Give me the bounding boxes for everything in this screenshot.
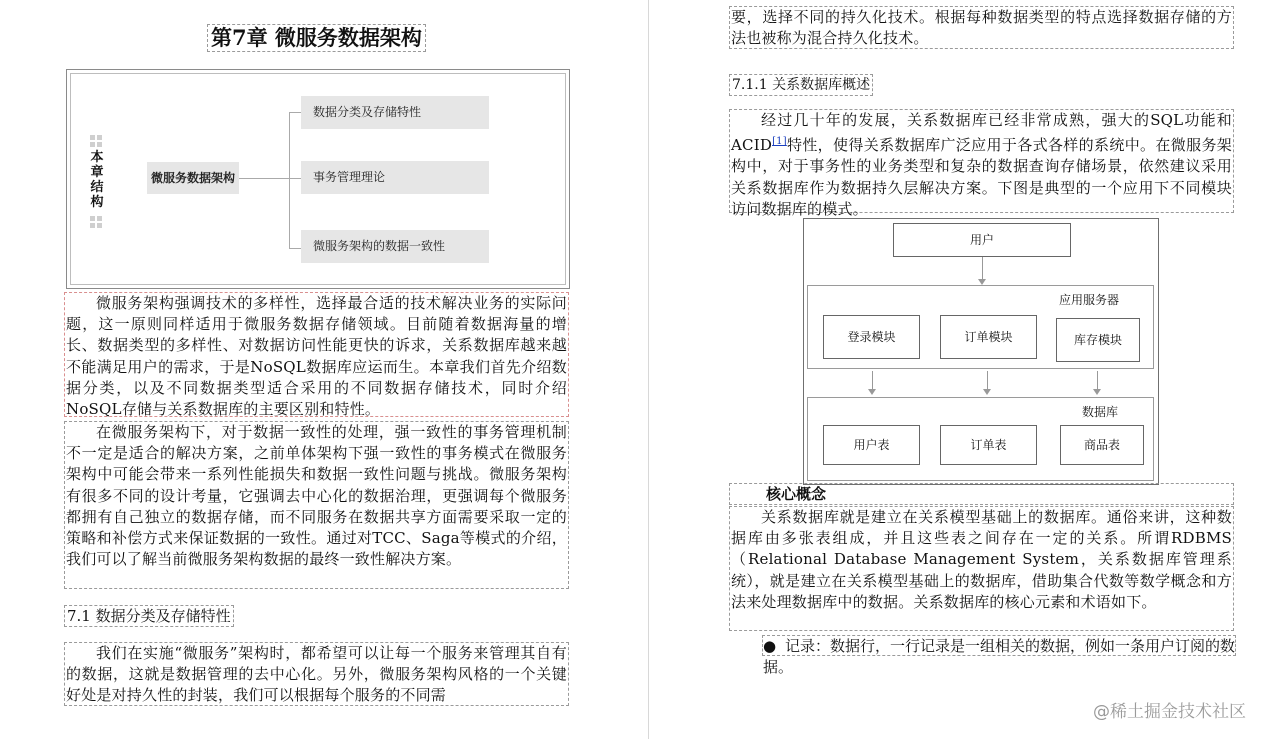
core-concept-heading: 核心概念	[729, 483, 1234, 505]
inventory-module: 库存模块	[1056, 318, 1140, 362]
structure-branch-2: 事务管理理论	[301, 161, 489, 194]
bullet-icon: ●	[763, 637, 777, 655]
section-paragraph: 我们在实施“微服务”架构时，都希望可以让每一个服务来管理其自有的数据，这就是数据管理的去中心化。另外，微服务架构风格的一个关键好处是对持久性的封装，我们可以根据每个服务的不同需	[66, 644, 567, 705]
database-label: 数据库	[1082, 405, 1119, 419]
intro-paragraph-1: 微服务架构强调技术的多样性，选择最合适的技术解决业务的实际问题，这一原则同样适用于微服务数据存储领域。目前随着数据海量的增长、数据类型的多样性、对数据访问性能更快的诉求，关系数据库越来越不能满足用户的需求，于是NoSQL数据库应运而生。本章我们首先介绍数据分类，以及不同数据类型适合采用的不同数据存储技术，同时介绍NoSQL存储与关系数据库的主要区别和特性。	[66, 294, 567, 419]
bullet-record: ● 记录：数据行，一行记录是一组相关的数据，例如一条用户订阅的数据。	[763, 637, 1236, 676]
footnote-link[interactable]: [1]	[772, 136, 787, 148]
user-node: 用户	[893, 223, 1071, 257]
chapter-title: 第7章 微服务数据架构	[207, 24, 426, 52]
structure-root-node: 微服务数据架构	[147, 162, 239, 194]
subsection-heading: 7.1.1 关系数据库概述	[729, 74, 873, 96]
core-concept-paragraph: 关系数据库就是建立在关系模型基础上的数据库。通俗来讲，这种数据库由多张表组成，并且这些表之间存在一定的关系。所谓RDBMS（Relational Database Management System，关系数据库管理系统），就是建立在关系模型基础上的数据库，借助集合代数等数学概念和方法来处理数据库中的数据。关系数据库的核心元素和术语如下。	[729, 506, 1234, 631]
relational-db-paragraph: 经过几十年的发展，关系数据库已经非常成熟，强大的SQL功能和ACID[1]特性，使得关系数据库广泛应用于各式各样的系统中。在微服务架构中，对于事务性的业务类型和复杂的数据查询存储场景，依然建议采用关系数据库作为数据持久层解决方案。下图是典型的一个应用下不同模块访问数据库的模式。	[731, 111, 1232, 218]
structure-branch-1: 数据分类及存储特性	[301, 96, 489, 129]
section-heading: 7.1 数据分类及存储特性	[64, 605, 234, 627]
structure-branch-3: 微服务架构的数据一致性	[301, 230, 489, 263]
continued-paragraph: 要，选择不同的持久化技术。根据每种数据类型的特点选择数据存储的方法也被称为混合持久化技术。	[731, 8, 1232, 48]
user-table: 用户表	[823, 425, 920, 465]
product-table: 商品表	[1060, 425, 1144, 465]
watermark: @稀土掘金技术社区	[1093, 702, 1246, 722]
architecture-diagram	[803, 218, 1159, 485]
login-module: 登录模块	[823, 315, 920, 359]
order-module: 订单模块	[940, 315, 1037, 359]
chapter-structure-diagram	[66, 69, 570, 289]
intro-paragraph-2: 在微服务架构下，对于数据一致性的处理，强一致性的事务管理机制不一定是适合的解决方案，之前单体架构下强一致性的事务模式在微服务架构中可能会带来一系列性能损失和数据一致性问题与挑战。微服务架构有很多不同的设计考量，它强调去中心化的数据治理，更强调每个微服务都拥有自己独立的数据存储，而不同服务在数据共享方面需要采取一定的策略和补偿方式来保证数据的一致性。通过对TCC、Saga等模式的介绍，我们可以了解当前微服务架构数据的最终一致性解决方案。	[64, 421, 569, 589]
right-page	[649, 0, 1266, 739]
order-table: 订单表	[940, 425, 1037, 465]
structure-label: 本章结构	[90, 150, 104, 210]
app-server-label: 应用服务器	[1059, 293, 1120, 307]
